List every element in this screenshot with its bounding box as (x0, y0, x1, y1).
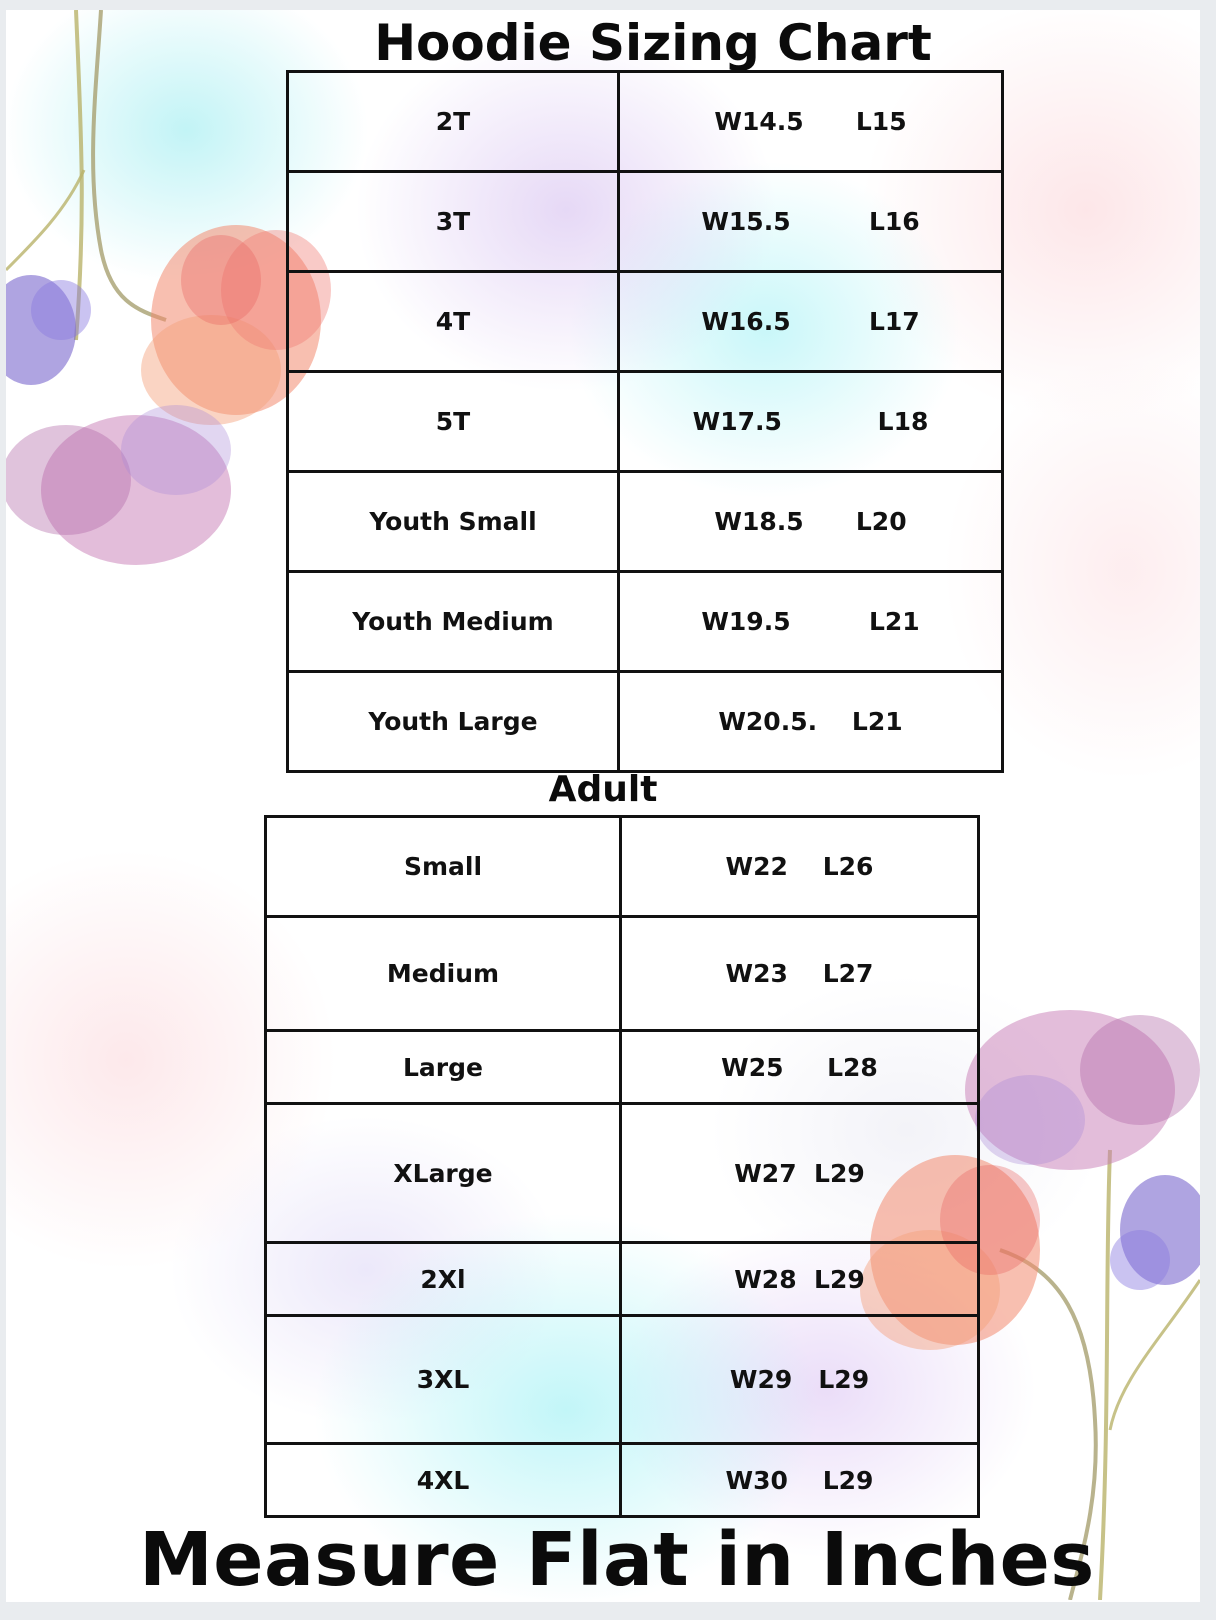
measurement-cell (621, 1243, 979, 1316)
table-row (266, 1444, 979, 1517)
size-label: 2T (288, 72, 619, 172)
length-value: L29 (814, 1264, 865, 1294)
width-value: W30 (725, 1465, 788, 1495)
measurement-cell (621, 1104, 979, 1243)
length-value: L16 (868, 207, 920, 236)
footer-note: Measure Flat in Inches (139, 1517, 1095, 1602)
youth-size-table (286, 70, 1004, 773)
adult-size-table (264, 815, 980, 1518)
width-value: W19.5 (701, 607, 791, 636)
width-value: W17.5 (692, 407, 782, 436)
length-value: L21 (851, 707, 903, 736)
table-row (266, 1104, 979, 1243)
size-label: 4XL (266, 1444, 621, 1517)
size-label: 5T (288, 372, 619, 472)
length-value: L15 (855, 107, 907, 136)
table-row (266, 1243, 979, 1316)
size-label: 4T (288, 272, 619, 372)
size-label: Youth Large (288, 672, 619, 772)
width-value: W20.5. (718, 707, 818, 736)
width-value: W25 (721, 1052, 784, 1082)
table-row (266, 817, 979, 917)
measurement-cell (619, 172, 1003, 272)
measurement-cell (619, 572, 1003, 672)
table-row (288, 572, 1003, 672)
measurement-cell (619, 272, 1003, 372)
length-value: L29 (822, 1465, 874, 1495)
length-value: L17 (868, 307, 920, 336)
width-value: W22 (725, 852, 788, 881)
table-row (288, 372, 1003, 472)
table-row (266, 917, 979, 1031)
measurement-cell (621, 917, 979, 1031)
length-value: L21 (868, 607, 920, 636)
page-title: Hoodie Sizing Chart (374, 14, 932, 72)
table-row (288, 472, 1003, 572)
measurement-cell (621, 1444, 979, 1517)
measurement-cell (619, 472, 1003, 572)
size-label: Youth Medium (288, 572, 619, 672)
table-row (288, 72, 1003, 172)
length-value: L29 (814, 1158, 865, 1188)
width-value: W29 (729, 1365, 793, 1394)
length-value: L26 (822, 852, 874, 881)
size-label: Large (266, 1031, 621, 1104)
length-value: L27 (822, 959, 874, 988)
size-label: 2Xl (266, 1243, 621, 1316)
table-row (266, 1316, 979, 1444)
length-value: L29 (818, 1365, 870, 1394)
width-value: W18.5 (714, 507, 804, 536)
table-row (288, 172, 1003, 272)
measurement-cell (621, 1316, 979, 1444)
width-value: W16.5 (701, 307, 791, 336)
sizing-chart-page (6, 10, 1200, 1602)
measurement-cell (621, 817, 979, 917)
size-label: XLarge (266, 1104, 621, 1243)
table-row (288, 272, 1003, 372)
measurement-cell (619, 372, 1003, 472)
size-label: 3XL (266, 1316, 621, 1444)
table-row (288, 672, 1003, 772)
width-value: W28 (734, 1264, 797, 1294)
measurement-cell (619, 672, 1003, 772)
size-label: Small (266, 817, 621, 917)
size-label: Youth Small (288, 472, 619, 572)
width-value: W23 (725, 959, 788, 988)
measurement-cell (619, 72, 1003, 172)
table-row (266, 1031, 979, 1104)
length-value: L20 (855, 507, 907, 536)
width-value: W27 (734, 1158, 797, 1188)
adult-section-title: Adult (548, 769, 658, 810)
length-value: L28 (827, 1052, 878, 1082)
measurement-cell (621, 1031, 979, 1104)
size-label: Medium (266, 917, 621, 1031)
width-value: W15.5 (701, 207, 791, 236)
width-value: W14.5 (714, 107, 804, 136)
length-value: L18 (877, 407, 929, 436)
size-label: 3T (288, 172, 619, 272)
